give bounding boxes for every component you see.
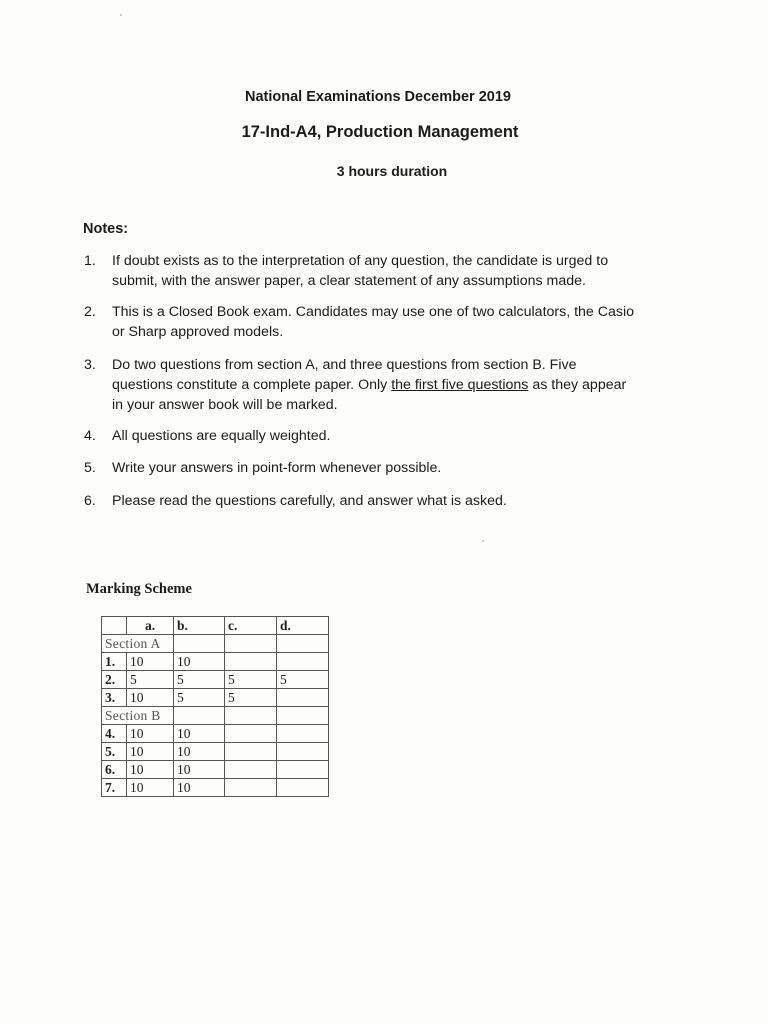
table-cell	[225, 743, 277, 761]
table-cell	[225, 779, 277, 797]
note-line: in your answer book will be marked.	[112, 397, 338, 413]
note-line: Please read the questions carefully, and answer what is asked.	[112, 493, 507, 509]
note-number: 1.	[84, 253, 96, 269]
table-cell: 10	[127, 761, 174, 779]
question-number: 1.	[102, 653, 127, 671]
section-row	[102, 707, 329, 725]
note-text	[112, 355, 672, 415]
scan-speck	[120, 14, 122, 16]
note-line: All questions are equally weighted.	[112, 428, 331, 444]
table-cell	[225, 725, 277, 743]
note-text	[112, 491, 672, 511]
table-row	[102, 671, 329, 689]
table-header-cell: a.	[127, 617, 174, 635]
table-cell: 10	[174, 743, 225, 761]
table-cell: 5	[277, 671, 329, 689]
notes-heading: Notes:	[83, 221, 129, 237]
table-cell	[277, 707, 329, 725]
table-cell	[277, 653, 329, 671]
table-cell: 10	[127, 653, 174, 671]
note-number: 6.	[84, 493, 96, 509]
table-cell	[277, 761, 329, 779]
note-number: 2.	[84, 304, 96, 320]
note-line: If doubt exists as to the interpretation of any question, the candidate is urged to	[112, 253, 609, 269]
question-number: 4.	[102, 725, 127, 743]
table-cell: 5	[225, 689, 277, 707]
table-cell: 10	[127, 743, 174, 761]
note-line-part: as they appear	[528, 377, 627, 393]
note-text	[112, 251, 672, 291]
note-line: This is a Closed Book exam. Candidates may use one of two calculators, the Casio	[112, 304, 635, 320]
note-line-part: questions constitute a complete paper. Only	[112, 377, 392, 393]
table-cell	[277, 779, 329, 797]
table-row	[102, 725, 329, 743]
table-header-cell	[102, 617, 127, 635]
table-cell: 10	[127, 779, 174, 797]
table-cell: 10	[174, 725, 225, 743]
table-row	[102, 689, 329, 707]
note-text	[112, 458, 672, 478]
table-cell: 10	[174, 761, 225, 779]
table-cell	[277, 743, 329, 761]
table-row	[102, 779, 329, 797]
table-cell	[225, 761, 277, 779]
table-row	[102, 761, 329, 779]
underlined-phrase: the first five questions	[391, 377, 529, 393]
note-line: Do two questions from section A, and three questions from section B. Five	[112, 357, 577, 373]
exam-duration: 3 hours duration	[336, 163, 448, 179]
table-header-row	[102, 617, 329, 635]
table-row	[102, 743, 329, 761]
question-number: 2.	[102, 671, 127, 689]
note-line: or Sharp approved models.	[112, 324, 284, 340]
table-cell: 5	[174, 689, 225, 707]
question-number: 5.	[102, 743, 127, 761]
exam-session-title: National Examinations December 2019	[245, 89, 511, 105]
marking-scheme-table	[101, 616, 329, 797]
section-b-label: Section B	[102, 707, 174, 725]
note-number: 5.	[84, 460, 96, 476]
table-cell: 5	[127, 671, 174, 689]
table-cell: 10	[127, 689, 174, 707]
table-row	[102, 653, 329, 671]
table-header-cell: d.	[277, 617, 329, 635]
table-cell: 5	[174, 671, 225, 689]
table-header-cell: c.	[225, 617, 277, 635]
table-cell	[277, 725, 329, 743]
note-line: submit, with the answer paper, a clear statement of any assumptions made.	[112, 273, 586, 289]
note-number: 3.	[84, 357, 96, 373]
note-line	[112, 375, 672, 395]
table-cell: 10	[174, 779, 225, 797]
table-cell: 5	[225, 671, 277, 689]
table-cell	[174, 635, 225, 653]
table-cell: 10	[174, 653, 225, 671]
question-number: 3.	[102, 689, 127, 707]
question-number: 7.	[102, 779, 127, 797]
note-number: 4.	[84, 428, 96, 444]
section-a-label: Section A	[102, 635, 174, 653]
table-header-cell: b.	[174, 617, 225, 635]
section-row	[102, 635, 329, 653]
exam-course-title: 17-Ind-A4, Production Management	[241, 123, 519, 141]
table-cell	[225, 635, 277, 653]
note-text	[112, 426, 672, 446]
table-cell	[277, 635, 329, 653]
table-cell	[277, 689, 329, 707]
table-cell	[174, 707, 225, 725]
table-cell	[225, 707, 277, 725]
question-number: 6.	[102, 761, 127, 779]
marking-scheme-title: Marking Scheme	[86, 581, 192, 597]
table-cell: 10	[127, 725, 174, 743]
table-cell	[225, 653, 277, 671]
note-text	[112, 302, 672, 342]
note-line: Write your answers in point-form whenever possible.	[112, 460, 442, 476]
scan-speck	[482, 540, 484, 542]
